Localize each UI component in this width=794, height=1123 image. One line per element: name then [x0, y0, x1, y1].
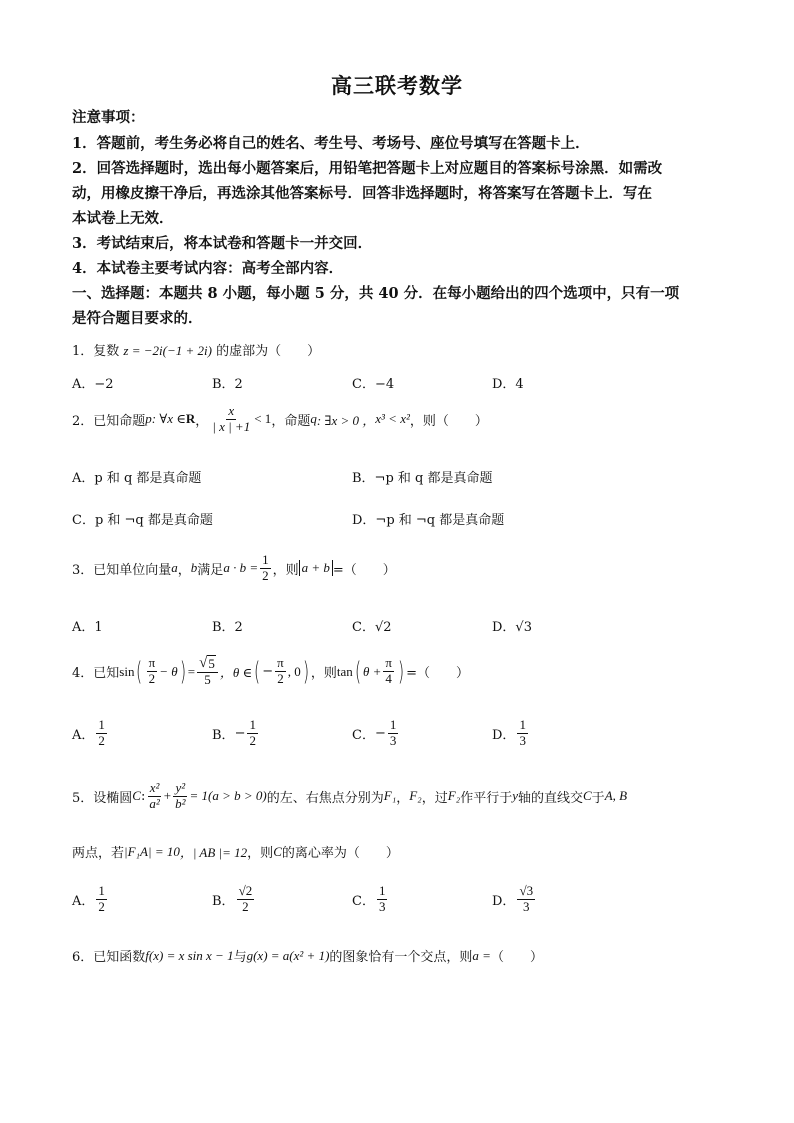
q4-pi: π [148, 655, 156, 671]
q2-frac-num: x [228, 403, 235, 418]
q4-tan: tan [336, 663, 353, 679]
q2-option-b: B．¬p 和 q 都是真命题 [352, 471, 493, 486]
q4-option-a: A． $\frac{1}{2}$ [72, 717, 105, 748]
q5-y2-over-b2: $\frac{\text{y²}}{\text{b²}}$ [175, 780, 186, 811]
q3-abs-expr: a + b [301, 560, 330, 576]
q4-theta-in: ，θ ∈ [219, 665, 253, 681]
question-4: 4．已知 sin ( $\frac{\pi}{2}$ − θ ) = √ 5 5 ，θ ∈ ( − $\frac{\pi}{2}$ , 0 ) ，则 tan ( θ + $\frac{\pi}{4}$ ) =（ ） [72, 655, 470, 688]
q4-two: 2 [148, 671, 156, 687]
q3-option-d: D．√3 [492, 620, 532, 635]
note-line-5: 3．考试结束后，将本试卷和答题卡一并交回． [72, 235, 373, 252]
question-3 [72, 553, 396, 584]
q2-q-label: q [310, 411, 317, 427]
q4-pi-over-2 [147, 656, 158, 687]
q4-suffix: =（ ） [406, 666, 470, 682]
note-line-3: 动，用橡皮擦干净后，再选涂其他答案标号．回答非选择题时，将答案写在答题卡上．写在 [72, 185, 652, 202]
q4-option-c: C． − $\frac{1}{3}$ [352, 717, 397, 748]
q5-AB-length: ，| AB |= 12 [179, 845, 248, 860]
q4-sqrt5-over-5: √ 5 5 [197, 655, 218, 688]
q2-q-expr: : ∃x > 0 ， [316, 412, 376, 428]
q3-frac-den: 2 [262, 567, 269, 583]
q3-vector-b: b [190, 560, 198, 576]
q2-p-expr: : ∀x ∈ [151, 411, 186, 427]
question-1 [72, 340, 320, 359]
question-5-line-2: 两点，若 |F₁A| = 10 ，| AB |= 12 ，则 C 的离心率为（ ） [72, 843, 399, 861]
q5-option-d: D． $\frac{√3}{3}$ [492, 883, 534, 914]
q5-eq1: = 1(a > b > 0) [189, 788, 267, 804]
note-line-6: 4．本试卷主要考试内容：高考全部内容． [72, 260, 344, 277]
q2-mid: ，命题 [271, 413, 311, 429]
q2-lt: < 1 [254, 411, 272, 427]
q6-and: 与 [233, 950, 247, 965]
q5-F1A: |F₁A| = 10 [124, 843, 180, 859]
q4-prefix: 4．已知 [72, 666, 120, 682]
q6-suffix: 的图象恰有一个交点，则 [329, 950, 473, 965]
q2-option-a: A．p 和 q 都是真命题 [72, 471, 202, 486]
q4-sqrt5: 5 [208, 656, 215, 671]
q1-option-a: A．−2 [72, 377, 114, 392]
note-line-2: 2．回答选择题时，选出每小题答案后，用铅笔把答题卡上对应题目的答案标号涂黑．如需改 [72, 160, 663, 177]
note-line-1: 1．答题前，考生务必将自己的姓名、考生号、考场号、座位号填写在答题卡上． [72, 135, 590, 152]
question-2: 2．已知命题 p : ∀x ∈ R ， $\frac{x}{| x | +1}$ < 1 ，命题 q : ∃x > 0 ， x³ < x² ，则（ ） [72, 403, 488, 434]
q3-option-a: A．1 [72, 620, 103, 635]
q4-neg-pi-over-2: $\frac{\pi}{2}$ [277, 655, 284, 687]
q5-C: C [132, 788, 141, 804]
q3-then: ，则 [272, 562, 299, 578]
q3-sep: ， [177, 562, 191, 578]
q5-prefix: 5．设椭圆 [72, 790, 133, 806]
q1-expression: z = −2i(−1 + 2i) [123, 343, 212, 358]
q2-reals: R [185, 411, 196, 427]
section-heading-line-2: 是符合题目要求的． [72, 310, 203, 327]
q4-option-b: B． − $\frac{1}{2}$ [212, 717, 256, 748]
q1-option-c: C．−4 [352, 377, 395, 392]
q1-option-d: D．4 [492, 377, 524, 392]
q2-inequality: x³ < x² [375, 411, 410, 427]
note-line-4: 本试卷上无效． [72, 210, 174, 227]
q1-prefix: 1．复数 [72, 344, 120, 359]
q1-suffix: 的虚部为（ ） [216, 344, 321, 359]
q3-frac-num: 1 [262, 552, 269, 567]
question-6 [72, 946, 543, 965]
q6-a-eq: a = [472, 947, 491, 963]
q2-option-c: C．p 和 ¬q 都是真命题 [72, 513, 213, 528]
q2-suffix: ，则（ ） [409, 413, 488, 429]
q3-fraction [260, 553, 271, 584]
question-5-line-1: 5．设椭圆 C : $\frac{\text{x²}}{\text{a²}}$ + $\frac{\text{y²}}{\text{b²}}$ = 1(a > b > 0) 的左、右焦点分别为 F₁ ， F₂ ，过 F₂ 作平行于 y 轴的直线交 C 于 A, B [72, 780, 628, 811]
q4-eq: = [187, 663, 196, 679]
q2-option-d: D．¬p 和 ¬q 都是真命题 [352, 513, 505, 528]
q4-sin: sin [119, 663, 135, 679]
q4-pi-over-4: $\frac{\pi}{4}$ [385, 655, 392, 687]
q4-theta-plus: θ + [362, 663, 382, 679]
q5-F2: F₂ [409, 788, 422, 804]
q5-option-b: B． $\frac{√2}{2}$ [212, 883, 253, 914]
q4-neg: − [262, 664, 274, 680]
q6-prefix: 6．已知函数 [72, 950, 146, 965]
q6-f: f(x) = x sin x − 1 [145, 947, 234, 963]
q1-option-b: B．2 [212, 377, 243, 392]
q4-option-d: D． $\frac{1}{3}$ [492, 717, 526, 748]
page-title: 高三联考数学 [331, 73, 463, 98]
q5-option-a: A． $\frac{1}{2}$ [72, 883, 105, 914]
q2-prefix: 2．已知命题 [72, 413, 146, 429]
q6-g: g(x) = a(x² + 1) [246, 947, 330, 963]
q3-option-c: C．√2 [352, 620, 392, 635]
q5-x2-over-a2: $\frac{\text{x²}}{\text{a²}}$ [149, 780, 160, 811]
q2-p-label: p [145, 411, 152, 427]
q4-then: ，则 [310, 666, 337, 682]
q3-eq: =（ ） [332, 562, 396, 578]
q5-mid: 的左、右焦点分别为 [266, 790, 384, 806]
q3-prefix: 3．已知单位向量 [72, 562, 172, 578]
q5-option-c: C． $\frac{1}{3}$ [352, 883, 386, 914]
q4-five: 5 [204, 672, 211, 688]
q4-minus-theta: − θ [159, 663, 178, 679]
q6-end: （ ） [490, 950, 543, 965]
q3-mid: 满足 [197, 562, 224, 578]
q2-fraction [210, 404, 252, 435]
q2-frac-den: | x | +1 [212, 418, 251, 434]
q5-F1: F₁ [383, 788, 397, 804]
q3-dot: a · b = [223, 560, 259, 576]
q3-vector-a: a [171, 560, 178, 576]
notes-heading: 注意事项： [72, 109, 145, 126]
q4-zero: , 0 [287, 663, 301, 679]
q3-option-b: B．2 [212, 620, 243, 635]
section-heading-line-1: 一、选择题：本题共 8 小题，每小题 5 分，共 40 分．在每小题给出的四个选项中，只有一项 [72, 285, 680, 302]
